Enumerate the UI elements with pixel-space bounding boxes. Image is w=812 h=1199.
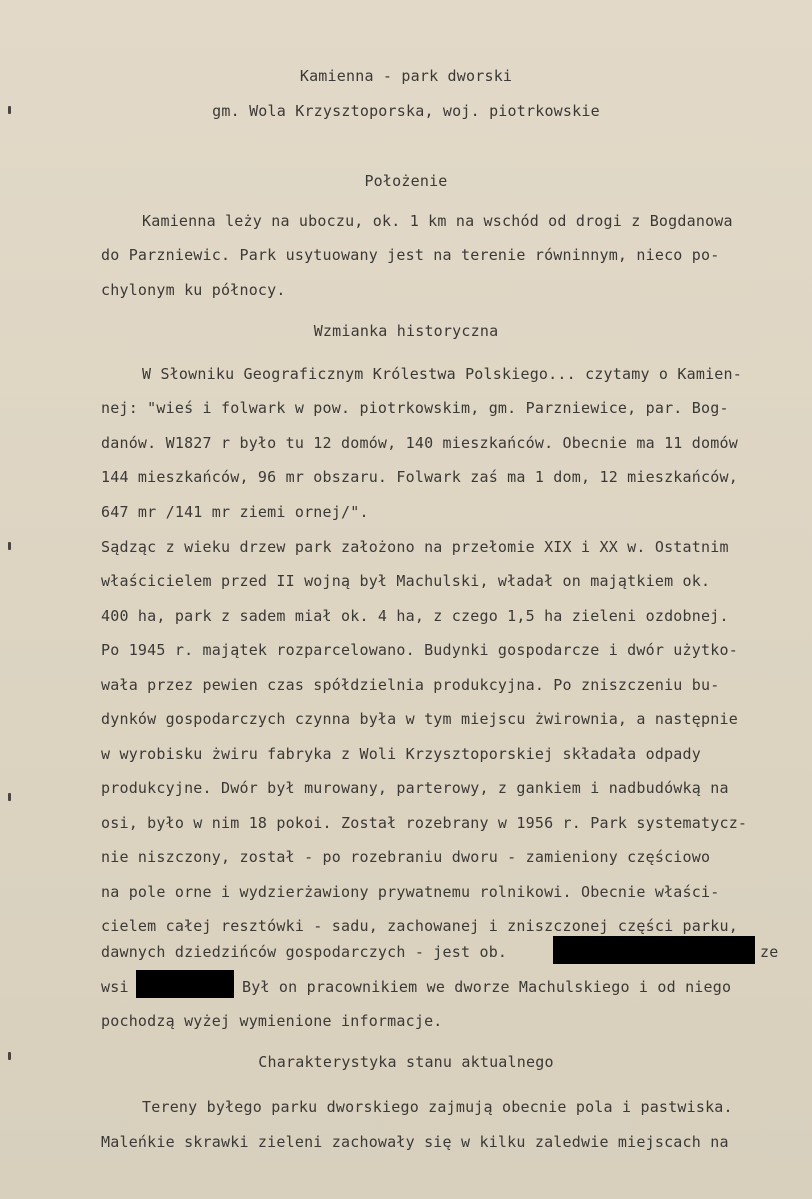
text-line: 400 ha, park z sadem miał ok. 4 ha, z czego 1,5 ha zieleni ozdobnej. — [101, 607, 729, 625]
document-subtitle: gm. Wola Krzysztoporska, woj. piotrkowskie — [212, 102, 600, 120]
text-line: wała przez pewien czas spółdzielnia produkcyjna. Po zniszczeniu bu- — [101, 676, 720, 694]
document-title: Kamienna - park dworski — [299, 67, 513, 85]
section-heading-wzmianka: Wzmianka historyczna — [313, 322, 499, 340]
section-heading-polozenie: Położenie — [364, 172, 448, 190]
text-line: Tereny byłego parku dworskiego zajmują obecnie pola i pastwiska. — [142, 1098, 733, 1116]
redaction-bar — [136, 970, 234, 998]
text-line: 647 mr /141 mr ziemi ornej/". — [101, 503, 369, 521]
text-line: wsi — [101, 978, 129, 996]
text-line: Po 1945 r. majątek rozparcelowano. Budynki gospodarcze i dwór użytko- — [101, 641, 738, 659]
text-line: ze — [760, 943, 779, 961]
text-line: nie niszczony, został - po rozebraniu dworu - zamieniony częściowo — [101, 848, 711, 866]
section-heading-charakterystyka: Charakterystyka stanu aktualnego — [258, 1053, 554, 1071]
redaction-bar — [553, 936, 755, 964]
text-line: osi, było w nim 18 pokoi. Został rozebrany w 1956 r. Park systematycz- — [101, 814, 748, 832]
margin-mark — [8, 542, 11, 550]
text-line: pochodzą wyżej wymienione informacje. — [101, 1012, 443, 1030]
text-line: 144 mieszkańców, 96 mr obszaru. Folwark zaś ma 1 dom, 12 mieszkańców, — [101, 468, 738, 486]
text-line: w wyrobisku żwiru fabryka z Woli Krzysztoporskiej składała odpady — [101, 745, 701, 763]
text-line: Był on pracownikiem we dworze Machulskiego i od niego — [242, 978, 732, 996]
text-line: dynków gospodarczych czynna była w tym miejscu żwirownia, a następnie — [101, 710, 738, 728]
margin-mark — [8, 793, 11, 801]
text-line: Maleńkie skrawki zieleni zachowały się w kilku zaledwie miejscach na — [101, 1133, 729, 1151]
text-line: produkcyjne. Dwór był murowany, parterowy, z gankiem i nadbudówką na — [101, 779, 729, 797]
text-line: właścicielem przed II wojną był Machulski, władał on majątkiem ok. — [101, 572, 711, 590]
text-line: cielem całej resztówki - sadu, zachowanej i zniszczonej części parku, — [101, 917, 738, 935]
text-line: Sądząc z wieku drzew park założono na przełomie XIX i XX w. Ostatnim — [101, 538, 729, 556]
text-line: dawnych dziedzińców gospodarczych - jest ob. — [101, 943, 508, 961]
text-line: W Słowniku Geograficznym Królestwa Polskiego... czytamy o Kamien- — [142, 365, 742, 383]
text-line: Kamienna leży na uboczu, ok. 1 km na wschód od drogi z Bogdanowa — [142, 212, 733, 230]
text-line: na pole orne i wydzierżawiony prywatnemu rolnikowi. Obecnie właści- — [101, 883, 720, 901]
text-line: chylonym ku północy. — [101, 281, 286, 299]
text-line: nej: "wieś i folwark w pow. piotrkowskim, gm. Parzniewice, par. Bog- — [101, 399, 729, 417]
text-line: do Parzniewic. Park usytuowany jest na terenie równinnym, nieco po- — [101, 246, 720, 264]
text-line: danów. W1827 r było tu 12 domów, 140 mieszkańców. Obecnie ma 11 domów — [101, 434, 738, 452]
